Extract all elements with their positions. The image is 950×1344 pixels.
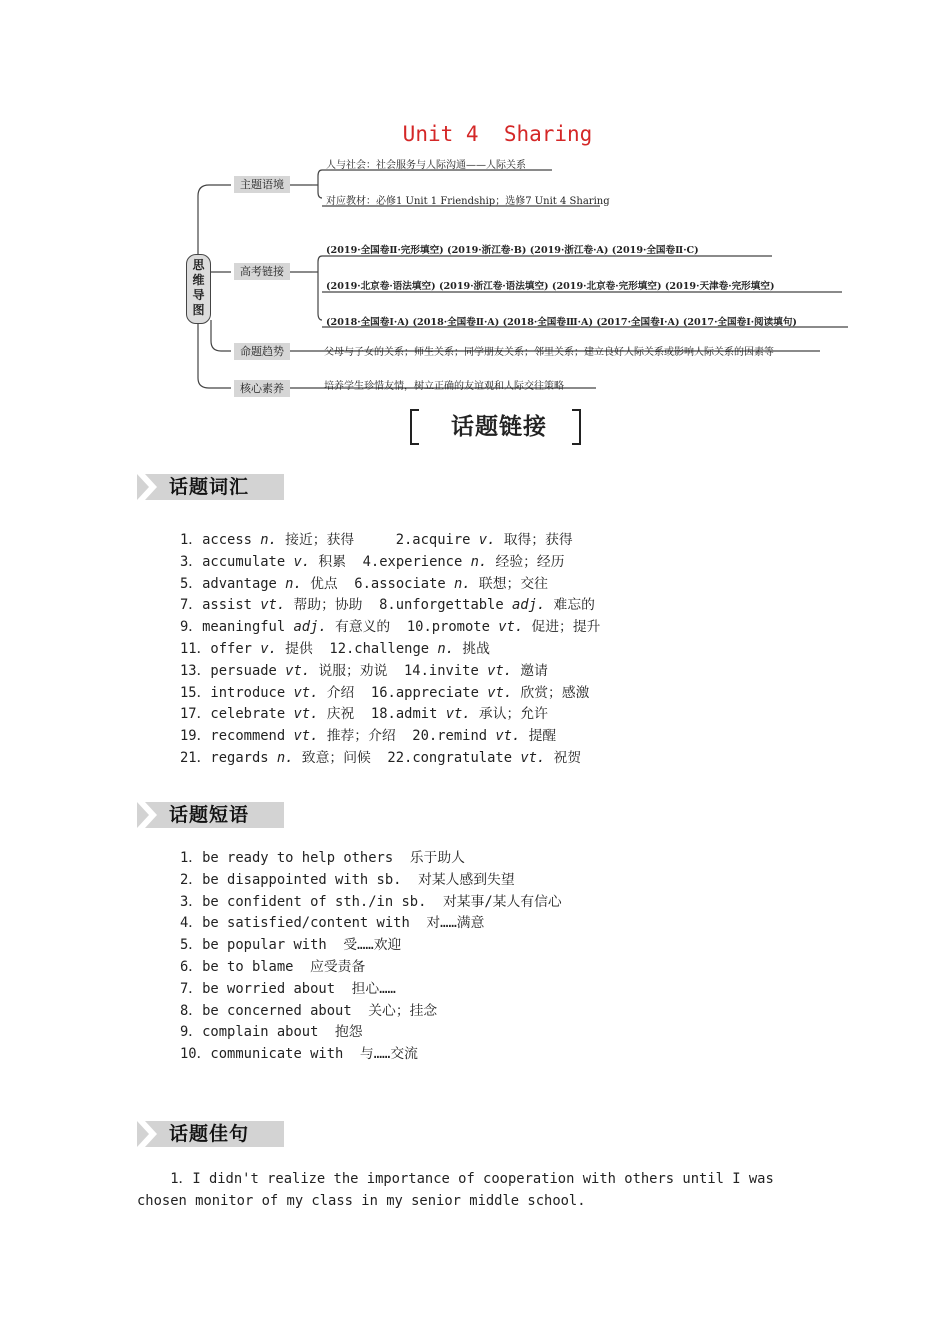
phrase-item: 9．complain about 抱怨 <box>180 1024 363 1041</box>
vocab-text: 祝贺 <box>545 749 582 766</box>
mindmap-branch-literacy: 核心素养 <box>234 380 290 397</box>
mindmap-root-char: 导 <box>192 288 205 302</box>
part-of-speech: vt. <box>495 728 521 745</box>
vocab-text: 推荐；介绍 20.remind <box>318 728 496 745</box>
vocab-text: 说服；劝说 14.invite <box>310 662 488 679</box>
vocab-item <box>180 748 600 770</box>
vocab-text: 21．regards <box>180 749 277 766</box>
part-of-speech: n. <box>260 532 277 548</box>
vocab-item <box>180 639 600 661</box>
vocab-item <box>180 530 600 552</box>
mindmap-exam-line: (2019·北京卷·语法填空) (2019·浙江卷·语法填空) (2019·北京卷·完形填空) (2019·天津卷·完形填空) <box>326 281 775 292</box>
phrase-list <box>180 848 562 1066</box>
vocab-text: 承认；允许 <box>470 706 548 723</box>
mindmap-branch-trend: 命题趋势 <box>234 343 290 360</box>
part-of-speech: n. <box>437 640 454 657</box>
vocab-text: 提醒 <box>520 728 557 745</box>
part-of-speech: n. <box>285 575 302 592</box>
vocab-text: 11．offer <box>180 640 261 657</box>
arrow-icon <box>137 474 165 500</box>
phrase-item: 7．be worried about 担心…… <box>180 980 396 997</box>
vocab-text: 难忘的 <box>545 597 595 614</box>
part-of-speech: n. <box>470 553 488 570</box>
mindmap-root <box>186 254 211 324</box>
part-of-speech: n. <box>276 749 294 766</box>
vocab-text: 19．recommend <box>180 728 294 745</box>
part-of-speech: vt. <box>285 662 311 679</box>
part-of-speech: v. <box>478 532 496 548</box>
part-of-speech: adj. <box>511 597 546 614</box>
vocab-text: 1．access <box>180 532 261 548</box>
vocab-text: 帮助；协助 8.unforgettable <box>285 597 512 614</box>
vocab-text: 提供 12.challenge <box>276 640 438 657</box>
part-of-speech: vt. <box>487 684 513 701</box>
section-title: 话题短语 <box>169 804 250 826</box>
vocab-text: 优点 6.associate <box>301 575 454 592</box>
part-of-speech: vt. <box>293 684 319 701</box>
vocab-text: 致意；问候 22.congratulate <box>293 749 521 766</box>
mindmap-root-char: 思 <box>192 258 205 272</box>
part-of-speech: vt. <box>293 706 319 723</box>
phrase-item: 3．be confident of sth./in sb. 对某事/某人有信心 <box>180 893 562 910</box>
vocab-text: 17．celebrate <box>180 706 294 723</box>
vocab-text: 介绍 16.appreciate <box>318 684 488 701</box>
vocab-text: 联想；交往 <box>470 575 548 592</box>
page-title: Unit 4 Sharing <box>402 122 593 146</box>
phrase-item: 5．be popular with 受……欢迎 <box>180 937 402 954</box>
mindmap-root-char: 维 <box>192 273 205 287</box>
mindmap-branch-exam: 高考链接 <box>234 263 290 280</box>
mindmap-exam-line: (2018·全国卷Ⅰ·A) (2018·全国卷Ⅱ·A) (2018·全国卷Ⅲ·A) (2017·全国卷Ⅰ·A) (2017·全国卷Ⅰ·阅读填句) <box>326 317 797 328</box>
part-of-speech: vt. <box>260 597 286 614</box>
mindmap-branch-theme: 主题语境 <box>234 176 290 193</box>
phrase-item: 8．be concerned about 关心；挂念 <box>180 1002 438 1019</box>
section-header-sentences <box>137 1121 284 1147</box>
part-of-speech: n. <box>454 575 471 592</box>
vocab-item <box>180 617 600 639</box>
part-of-speech: vt. <box>498 619 524 636</box>
section-title: 话题词汇 <box>169 476 250 498</box>
phrase-item: 10．communicate with 与……交流 <box>180 1046 418 1063</box>
phrase-item: 2．be disappointed with sb. 对某人感到失望 <box>180 871 515 888</box>
vocab-item <box>180 661 600 683</box>
phrase-item: 6．be to blame 应受责备 <box>180 958 366 975</box>
section-header-phrases <box>137 802 284 828</box>
phrase-item: 1．be ready to help others 乐于助人 <box>180 850 465 866</box>
part-of-speech: v. <box>293 553 311 570</box>
mindmap-root-char: 图 <box>192 303 205 317</box>
part-of-speech: v. <box>260 640 277 657</box>
mindmap-literacy-line: 培养学生珍惜友情，树立正确的友谊观和人际交往策略 <box>324 381 564 392</box>
mindmap-exam-line: (2019·全国卷Ⅱ·完形填空) (2019·浙江卷·B) (2019·浙江卷·A) (2019·全国卷Ⅱ·C) <box>326 245 699 256</box>
vocab-item <box>180 704 600 726</box>
vocab-item <box>180 595 600 617</box>
vocab-text: 积累 4.experience <box>310 553 471 570</box>
vocab-text: 庆祝 18.admit <box>318 706 446 723</box>
vocab-item <box>180 552 600 574</box>
vocab-text: 取得；获得 <box>495 532 573 548</box>
part-of-speech: vt. <box>293 728 319 745</box>
vocab-text: 邀请 <box>511 662 548 679</box>
vocab-text: 9．meaningful <box>180 619 294 636</box>
part-of-speech: vt. <box>487 662 512 679</box>
mindmap-theme-line: 对应教材：必修1 Unit 1 Friendship；选修7 Unit 4 Sharing <box>326 196 610 207</box>
vocab-item <box>180 726 600 748</box>
sentence-line: chosen monitor of my class in my senior middle school. <box>137 1193 586 1209</box>
vocab-text: 促进；提升 <box>523 619 601 636</box>
sentence-paragraph <box>137 1168 817 1212</box>
vocab-text: 接近；获得 2.acquire <box>276 532 479 548</box>
mindmap-theme-line: 人与社会：社会服务与人际沟通——人际关系 <box>326 160 526 171</box>
vocab-text: 3．accumulate <box>180 553 294 570</box>
mindmap-trend-line: 父母与子女的关系；师生关系；同学朋友关系；邻里关系；建立良好人际关系或影响人际关系的因素等 <box>324 347 774 358</box>
vocab-text: 挑战 <box>454 640 490 657</box>
section-title: 话题佳句 <box>169 1123 250 1145</box>
part-of-speech: adj. <box>293 619 327 636</box>
part-of-speech: vt. <box>445 706 471 723</box>
part-of-speech: vt. <box>520 749 546 766</box>
vocab-item <box>180 574 600 596</box>
arrow-icon <box>137 1121 165 1147</box>
phrase-item: 4．be satisfied/content with 对……满意 <box>180 915 485 932</box>
vocab-text: 7．assist <box>180 597 261 614</box>
vocab-text: 5．advantage <box>180 575 286 592</box>
vocab-text: 15．introduce <box>180 684 294 701</box>
vocab-item <box>180 683 600 705</box>
vocab-text: 欣赏；感激 <box>512 684 590 701</box>
section-header-vocab <box>137 474 284 500</box>
sentence-line: 1．I didn't realize the importance of cooperation with others until I was <box>137 1171 774 1187</box>
vocab-text: 有意义的 10.promote <box>326 619 499 636</box>
arrow-icon <box>137 802 165 828</box>
topic-link-banner: 话题链接 <box>451 414 547 440</box>
vocab-text: 13．persuade <box>180 662 286 679</box>
vocab-text: 经验；经历 <box>487 553 565 570</box>
vocab-list <box>180 530 600 770</box>
